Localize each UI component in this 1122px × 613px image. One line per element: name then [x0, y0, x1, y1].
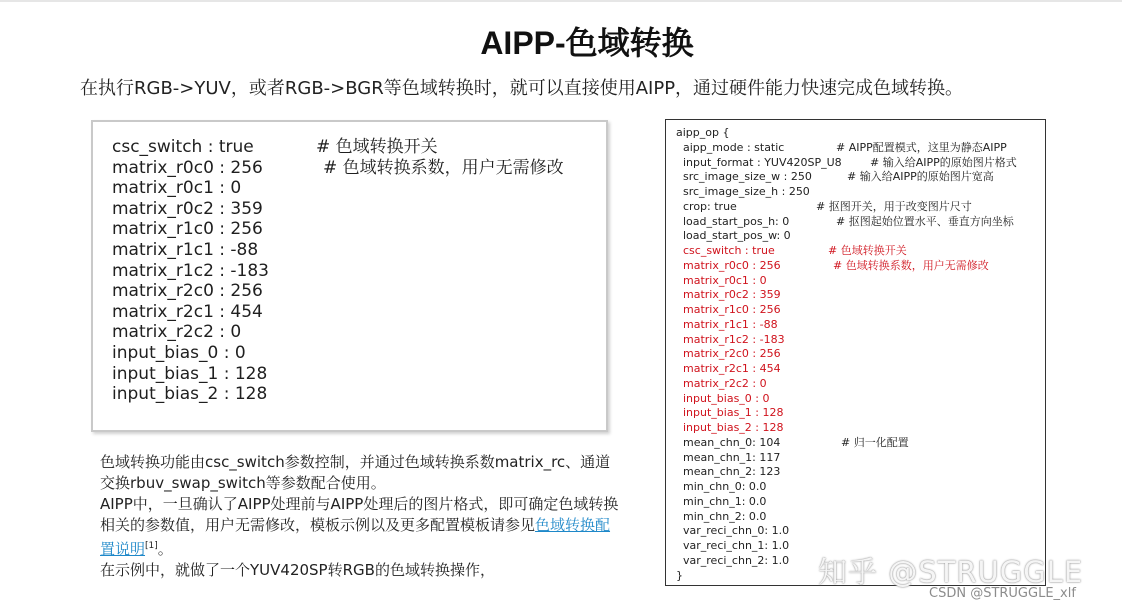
code-text: matrix_r0c1 : 0 — [112, 178, 242, 199]
code-text: matrix_r0c2 : 359 — [676, 288, 781, 302]
code-line — [676, 524, 842, 539]
code-line — [676, 318, 842, 333]
code-line — [676, 140, 1007, 156]
code-line — [676, 392, 842, 407]
code-line — [112, 384, 269, 405]
description-paragraph-2-end: 。 — [157, 540, 173, 558]
code-text: input_bias_0 : 0 — [676, 391, 770, 405]
code-text: matrix_r2c2 : 0 — [676, 376, 767, 390]
code-line — [112, 199, 269, 220]
code-line — [676, 347, 842, 362]
reference-marker[interactable]: [1] — [145, 541, 158, 551]
code-line — [676, 244, 907, 259]
code-text: matrix_r1c0 : 256 — [676, 303, 781, 316]
code-comment: # 归一化配置 — [841, 435, 909, 449]
code-line — [676, 288, 842, 303]
code-text: matrix_r2c1 : 454 — [112, 301, 263, 322]
code-line — [676, 199, 972, 215]
csc-config-doc-link[interactable]: 色域转换配置说明 — [100, 516, 611, 558]
code-line — [676, 554, 842, 569]
csdn-watermark: CSDN @STRUGGLE_xlf — [929, 586, 1076, 601]
code-text: var_reci_chn_2: 1.0 — [676, 553, 790, 567]
code-comment: # 抠图开关，用于改变图片尺寸 — [816, 199, 972, 213]
description-paragraph-3: 在示例中，就做了一个YUV420SP转RGB的色域转换操作， — [100, 561, 495, 579]
code-text: } — [676, 568, 683, 582]
code-line — [676, 258, 989, 274]
description-paragraph-2 — [100, 494, 620, 560]
code-text: var_reci_chn_1: 1.0 — [676, 539, 790, 552]
code-line — [112, 281, 269, 302]
code-text: input_bias_1 : 128 — [676, 406, 784, 420]
code-line — [112, 343, 269, 364]
slide-subtitle: 在执行RGB->YUV，或者RGB->BGR等色域转换时，就可以直接使用AIPP，通过硬件能力快速完成色域转换。 — [80, 78, 964, 99]
code-comment: # 色域转换系数，用户无需修改 — [323, 157, 564, 178]
slide-title: AIPP-色域转换 — [480, 25, 694, 61]
code-line — [676, 569, 842, 584]
code-text: matrix_r1c2 : -183 — [112, 260, 270, 281]
code-text: crop: true — [676, 199, 737, 213]
code-comment: # 色域转换开关 — [828, 244, 907, 257]
code-line — [112, 137, 438, 158]
code-text: aipp_op { — [676, 126, 730, 139]
code-text: matrix_r0c2 : 359 — [112, 198, 263, 219]
code-line — [676, 435, 909, 451]
csc-config-lines — [112, 137, 564, 405]
code-line — [112, 302, 269, 323]
code-text: src_image_size_w : 250 — [676, 170, 812, 184]
code-line — [676, 421, 842, 436]
code-line — [676, 451, 842, 466]
code-text: matrix_r2c2 : 0 — [112, 322, 242, 343]
code-text: min_chn_1: 0.0 — [676, 494, 767, 508]
description-paragraph-2-text: AIPP中，一旦确认了AIPP处理前与AIPP处理后的图片格式，即可确定色域转换相关的参数值，用户无需修改，模板示例以及更多配置模板请参见 — [100, 495, 619, 534]
code-line — [676, 495, 842, 510]
code-line — [112, 364, 269, 385]
code-text: mean_chn_1: 117 — [676, 450, 781, 464]
code-line — [676, 480, 842, 495]
code-line — [676, 362, 842, 377]
code-line — [112, 240, 269, 261]
code-line — [112, 219, 269, 240]
code-comment: # 输入给AIPP的原始图片格式 — [870, 155, 1017, 169]
code-line — [676, 229, 842, 244]
code-line — [676, 185, 842, 200]
code-text: matrix_r1c2 : -183 — [676, 332, 785, 346]
code-text: matrix_r2c0 : 256 — [112, 281, 263, 302]
zhihu-watermark: 知乎 @STRUGGLE — [818, 555, 1084, 589]
code-text: aipp_mode : static — [676, 140, 785, 154]
description-paragraph-1: 色域转换功能由csc_switch参数控制，并通过色域转换系数matrix_rc、通道交换rbuv_swap_switch等参数配合使用。 — [100, 453, 611, 492]
code-text: matrix_r1c1 : -88 — [112, 239, 259, 260]
code-line — [676, 510, 842, 525]
code-line — [676, 465, 842, 480]
code-text: matrix_r0c0 : 256 — [676, 258, 781, 272]
code-text: min_chn_2: 0.0 — [676, 509, 767, 523]
code-line — [676, 539, 842, 554]
code-text: src_image_size_h : 250 — [676, 185, 810, 198]
code-text: matrix_r1c0 : 256 — [112, 219, 263, 240]
description-text — [100, 452, 620, 581]
code-comment: # 抠图起始位置水平、垂直方向坐标 — [836, 214, 1014, 228]
code-text: matrix_r2c1 : 454 — [676, 362, 781, 375]
code-text: load_start_pos_h: 0 — [676, 214, 790, 228]
code-comment: # AIPP配置模式，这里为静态AIPP — [836, 140, 1007, 154]
code-text: min_chn_0: 0.0 — [676, 480, 767, 493]
code-text: csc_switch : true — [676, 244, 775, 257]
code-line — [676, 303, 842, 318]
code-text: matrix_r2c0 : 256 — [676, 347, 781, 361]
code-text: mean_chn_2: 123 — [676, 465, 781, 479]
code-text: input_bias_2 : 128 — [112, 384, 268, 405]
code-line — [676, 274, 842, 289]
code-comment: # 色域转换系数，用户无需修改 — [833, 258, 989, 272]
code-text: matrix_r0c0 : 256 — [112, 157, 263, 178]
code-line — [676, 170, 994, 185]
top-divider — [0, 0, 1122, 2]
code-text: load_start_pos_w: 0 — [676, 229, 791, 243]
code-text: matrix_r1c1 : -88 — [676, 317, 778, 331]
code-text: mean_chn_0: 104 — [676, 435, 781, 449]
code-line — [676, 377, 842, 392]
code-line — [676, 155, 1017, 171]
code-line — [112, 178, 269, 199]
code-text: input_bias_1 : 128 — [112, 363, 268, 384]
code-text: matrix_r0c1 : 0 — [676, 273, 767, 287]
code-line — [676, 126, 842, 141]
code-text: input_format : YUV420SP_U8 — [676, 155, 842, 169]
code-line — [676, 406, 842, 421]
code-text: csc_switch : true — [112, 137, 254, 157]
code-comment: # 输入给AIPP的原始图片宽高 — [847, 170, 994, 184]
code-line — [676, 214, 1014, 230]
code-comment: # 色域转换开关 — [316, 137, 438, 157]
code-text: var_reci_chn_0: 1.0 — [676, 524, 790, 538]
code-line — [112, 157, 564, 179]
code-line — [676, 333, 842, 348]
code-text: input_bias_2 : 128 — [676, 421, 784, 434]
code-text: input_bias_0 : 0 — [112, 342, 246, 363]
code-line — [112, 261, 269, 282]
code-line — [112, 322, 269, 343]
